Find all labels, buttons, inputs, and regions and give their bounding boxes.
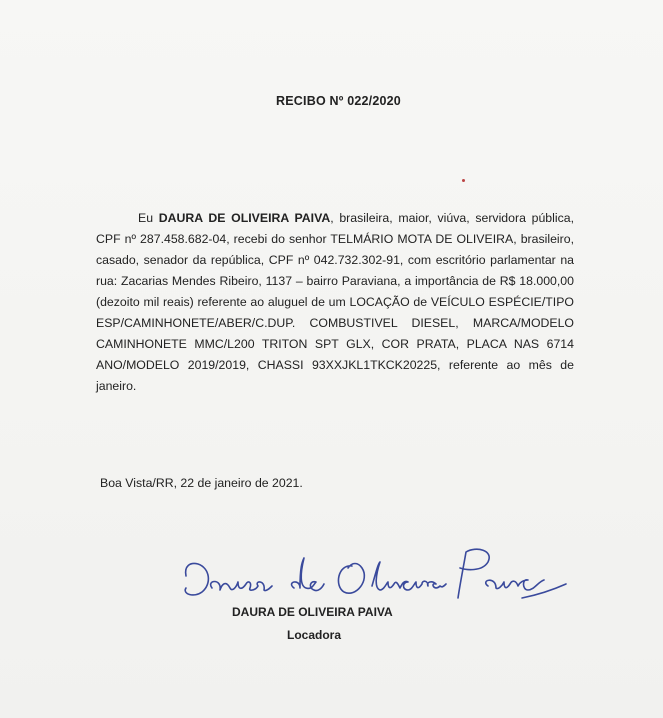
body-text: , brasileira, maior, viúva, servidora pública, CPF nº 287.458.682-04, recebi do senhor TELMÁRIO MOTA DE OLIVEIRA, brasileiro, casado, senador da república, CPF nº 042.732.302-91, com escritório parlamentar na rua: Zacarias Mendes Ribeiro, 1137 – bairro Paraviana, a importância de R$ 18.000,00 (dezoito mil reais) referente ao aluguel de um LOCAÇÃO de VEÍCULO ESPÉCIE/TIPO ESP/CAMINHONETE/ABER/C.DUP. COMBUSTIVEL DIESEL, MARCA/MODELO CAMINHONETE MMC/L200 TRITON SPT GLX, COR PRATA, PLACA NAS 6714 ANO/MODELO 2019/2019, CHASSI 93XXJKL1TKCK20225, referente ao mês de janeiro. bbox=[96, 211, 574, 393]
body-lead: Eu bbox=[138, 211, 159, 225]
receipt-title: RECIBO Nº 022/2020 bbox=[276, 94, 401, 108]
receipt-body bbox=[96, 208, 574, 397]
ink-speck bbox=[462, 179, 465, 182]
signer-name: DAURA DE OLIVEIRA PAIVA bbox=[232, 605, 393, 619]
receipt-paragraph bbox=[96, 208, 574, 397]
issuer-name: DAURA DE OLIVEIRA PAIVA bbox=[158, 211, 331, 225]
place-date: Boa Vista/RR, 22 de janeiro de 2021. bbox=[100, 476, 303, 490]
signer-role: Locadora bbox=[287, 628, 342, 642]
